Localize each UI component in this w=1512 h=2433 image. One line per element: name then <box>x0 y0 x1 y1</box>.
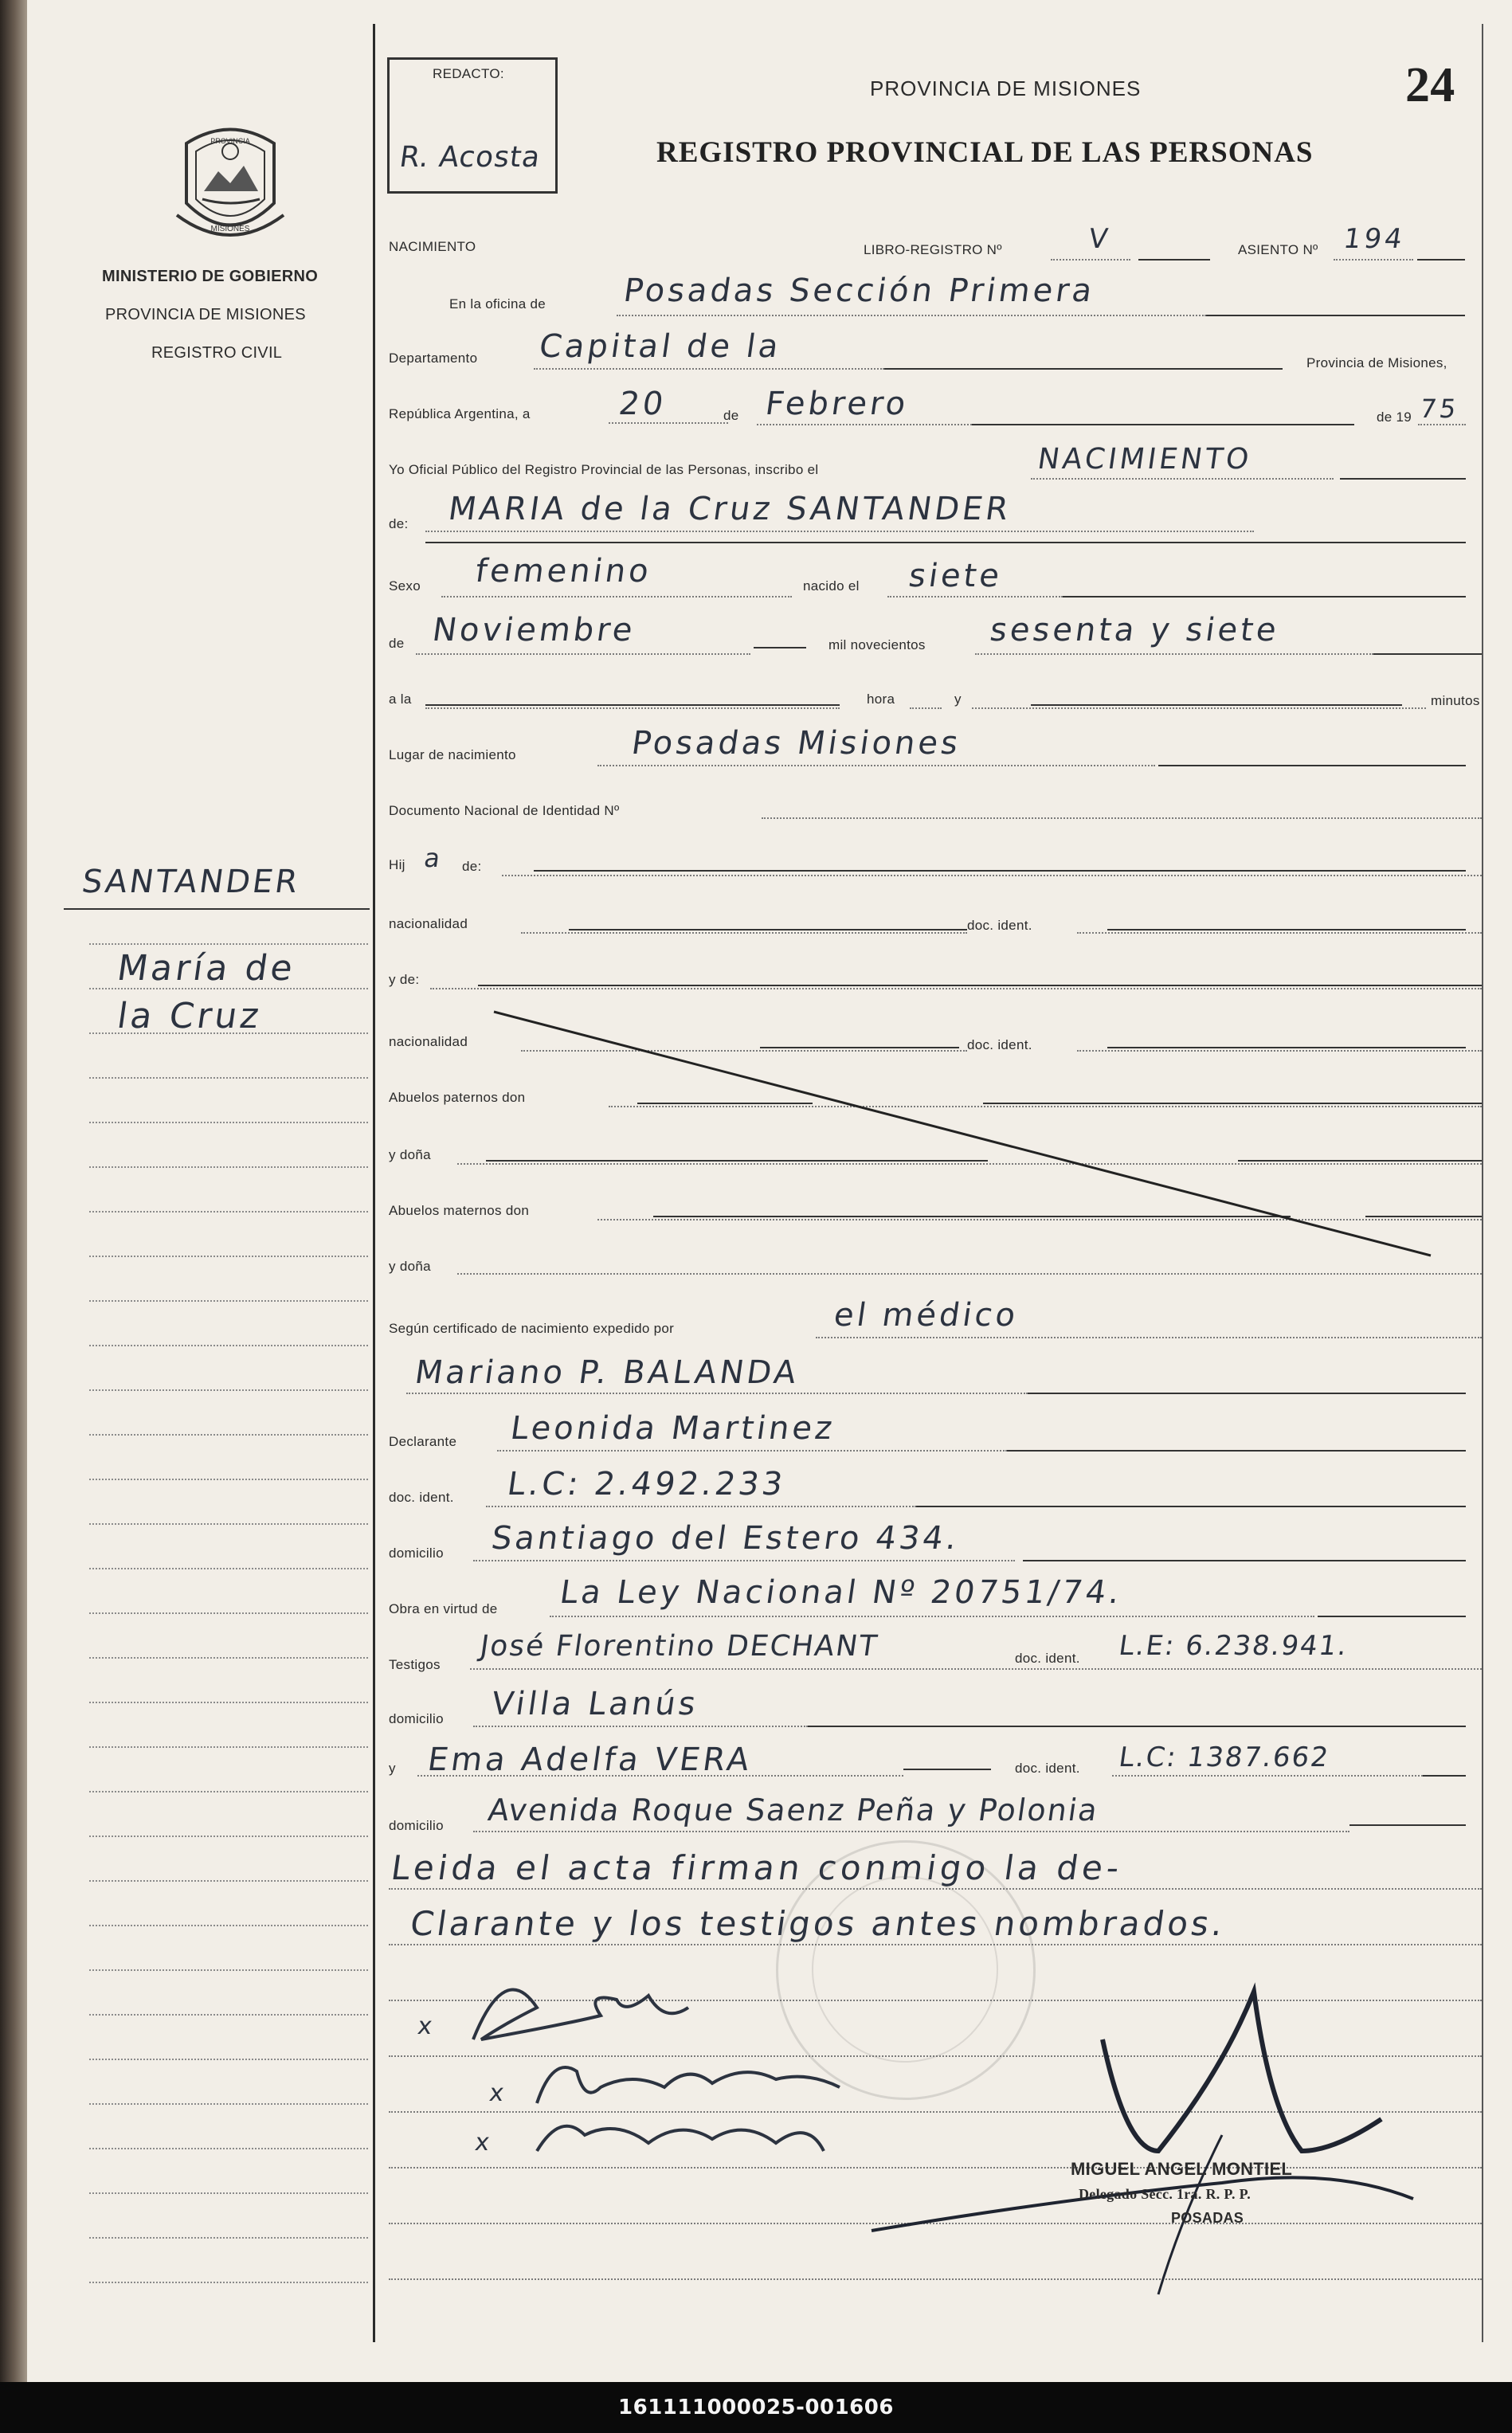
hij-de-label: de: <box>462 859 482 874</box>
province-heading: PROVINCIA DE MISIONES <box>870 76 1142 100</box>
anio-value: 75 <box>1418 394 1462 424</box>
segun-label: Según certificado de nacimiento expedido por <box>389 1321 675 1336</box>
y-de-label: y de: <box>389 972 420 987</box>
cierre-line-1: Leida el acta firman conmigo la de- <box>389 1848 1126 1887</box>
testigo2-domicilio-value: Avenida Roque Saenz Peña y Polonia <box>486 1792 1101 1828</box>
ministry-civil-registry: REGISTRO CIVIL <box>151 344 283 362</box>
yo-oficial-label: Yo Oficial Público del Registro Provincial de las Personas, inscribo el <box>389 462 819 477</box>
officer-stamp-name: MIGUEL ANGEL MONTIEL <box>1071 2159 1293 2179</box>
segun-value-1: el médico <box>832 1297 1021 1334</box>
de-colon-label: de: <box>389 516 409 531</box>
ministry-title: MINISTERIO DE GOBIERNO <box>102 268 319 285</box>
libro-registro-label: LIBRO-REGISTRO Nº <box>864 242 1002 257</box>
fecha-de-label: de <box>723 408 739 423</box>
book-binding <box>0 0 27 2382</box>
abuelos-maternos-label: Abuelos maternos don <box>389 1203 530 1218</box>
margin-surname: SANTANDER <box>80 864 303 900</box>
tipo-acta-value: NACIMIENTO <box>1036 443 1255 476</box>
registry-title: REGISTRO PROVINCIAL DE LAS PERSONAS <box>656 136 1314 169</box>
signature-mark-x-2: x <box>488 2079 509 2107</box>
dia-value: 20 <box>617 386 669 422</box>
domicilio-label-2: domicilio <box>389 1711 444 1726</box>
hij-label: Hij <box>389 857 405 872</box>
de-19-label: de 19 <box>1377 409 1412 425</box>
republica-label: República Argentina, a <box>389 406 531 421</box>
obra-label: Obra en virtud de <box>389 1601 498 1616</box>
handwritten-signatures <box>27 0 1512 2382</box>
lugar-label: Lugar de nacimiento <box>389 747 516 762</box>
testigo2-value: Ema Adelfa VERA <box>425 1741 755 1778</box>
sexo-label: Sexo <box>389 578 421 594</box>
birth-record-page <box>27 0 1512 2382</box>
hij-suffix-value: a <box>422 843 445 873</box>
sexo-value: femenino <box>473 553 655 590</box>
archive-code-footer: 161111000025-001606 <box>0 2382 1512 2433</box>
doc-ident-label-1: doc. ident. <box>967 918 1032 933</box>
margin-given-name-2: la Cruz <box>115 996 265 1036</box>
mes-value: Febrero <box>763 386 911 422</box>
nacido-dia-value: siete <box>907 558 1005 594</box>
testigo1-domicilio-value: Villa Lanús <box>489 1686 701 1722</box>
doc-ident-label-5: doc. ident. <box>1015 1761 1080 1776</box>
nacido-anio-value: sesenta y siete <box>988 612 1282 648</box>
departamento-value: Capital de la <box>537 328 784 365</box>
doc-ident-label-3: doc. ident. <box>389 1490 454 1505</box>
asiento-label: ASIENTO Nº <box>1238 242 1318 257</box>
testigo1-doc-value: L.E: 6.238.941. <box>1117 1630 1350 1662</box>
departamento-label: Departamento <box>389 351 478 366</box>
nacionalidad-label-2: nacionalidad <box>389 1034 468 1049</box>
testigos-label: Testigos <box>389 1657 441 1672</box>
nacido-mes-value: Noviembre <box>430 612 638 648</box>
asiento-value: 194 <box>1342 223 1408 255</box>
mil-novecientos-label: mil novecientos <box>828 637 926 652</box>
margin-given-name-1: María de <box>115 948 299 989</box>
nacido-el-label: nacido el <box>803 578 860 594</box>
doc-ident-label-2: doc. ident. <box>967 1037 1032 1052</box>
a-la-label: a la <box>389 692 412 707</box>
redacto-label: REDACTO: <box>433 66 504 81</box>
page-number: 24 <box>1405 58 1455 112</box>
redacto-signature: R. Acosta <box>398 141 543 174</box>
signature-mark-x-3: x <box>473 2129 495 2157</box>
obra-value: La Ley Nacional Nº 20751/74. <box>558 1574 1126 1611</box>
declarante-domicilio-value: Santiago del Estero 434. <box>489 1520 962 1557</box>
doc-ident-label-4: doc. ident. <box>1015 1651 1080 1666</box>
cierre-line-2: Clarante y los testigos antes nombrados. <box>408 1904 1229 1943</box>
y-label-2: y <box>389 1761 396 1776</box>
libro-value: V <box>1087 223 1113 255</box>
oficina-label: En la oficina de <box>449 296 546 311</box>
declarante-value: Leonida Martinez <box>508 1410 838 1447</box>
svg-text:PROVINCIA: PROVINCIA <box>210 137 250 145</box>
officer-stamp-role: Delegado Secc. 1ra. R. P. P. <box>1079 2186 1252 2202</box>
nacionalidad-label-1: nacionalidad <box>389 916 468 931</box>
testigo1-value: José Florentino DECHANT <box>478 1630 881 1663</box>
declarante-doc-value: L.C: 2.492.233 <box>505 1466 789 1503</box>
nacimiento-label: NACIMIENTO <box>389 239 476 254</box>
oficina-value: Posadas Sección Primera <box>621 272 1098 309</box>
lugar-value: Posadas Misiones <box>629 725 964 762</box>
declarante-label: Declarante <box>389 1434 457 1449</box>
y-dona-label-1: y doña <box>389 1147 431 1162</box>
signature-mark-x-1: x <box>416 2012 437 2040</box>
testigo2-doc-value: L.C: 1387.662 <box>1117 1741 1332 1773</box>
provincia-label: Provincia de Misiones, <box>1306 355 1447 370</box>
minutos-label: minutos <box>1431 693 1480 708</box>
ministry-province: PROVINCIA DE MISIONES <box>105 306 306 323</box>
segun-value-2: Mariano P. BALANDA <box>413 1354 802 1391</box>
domicilio-label-1: domicilio <box>389 1546 444 1561</box>
hora-label: hora <box>867 692 895 707</box>
documento-label: Documento Nacional de Identidad Nº <box>389 803 620 818</box>
abuelos-paternos-label: Abuelos paternos don <box>389 1090 526 1105</box>
officer-stamp-city: POSADAS <box>1171 2210 1244 2226</box>
svg-text:MISIONES: MISIONES <box>210 225 250 233</box>
domicilio-label-3: domicilio <box>389 1818 444 1833</box>
y-label: y <box>954 692 962 707</box>
y-dona-label-2: y doña <box>389 1259 431 1274</box>
de-label-2: de <box>389 636 405 651</box>
nombre-value: MARIA de la Cruz SANTANDER <box>446 491 1014 527</box>
